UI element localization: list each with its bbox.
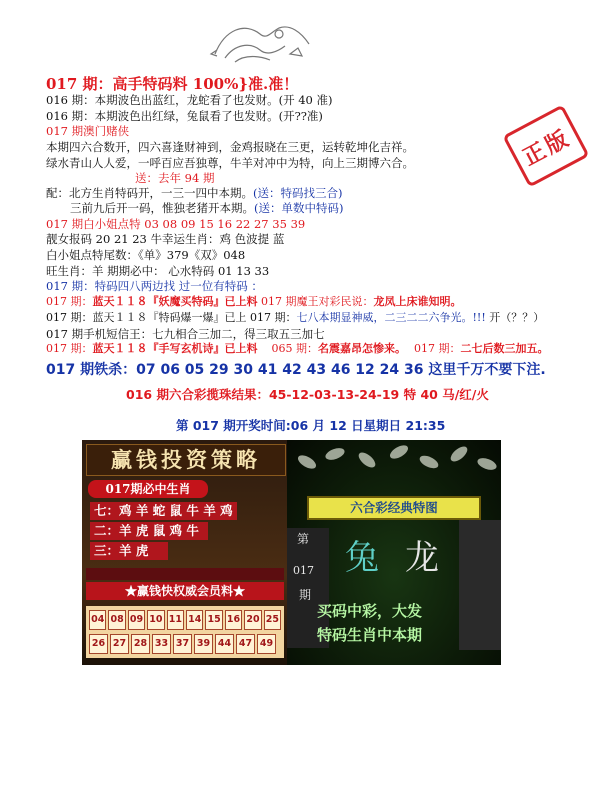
- text-line-17: [46, 342, 549, 356]
- text-line-8a: 三前九后开一码，惟独老猪开本期。: [70, 201, 254, 215]
- left-subheader: 017期必中生肖: [88, 480, 208, 498]
- right-tagline-1: 买码中彩，大发: [317, 602, 423, 620]
- text-line-14c: 017 期魔王对彩民说：: [257, 295, 374, 308]
- portrait-right: [459, 520, 501, 650]
- text-line-14d: 龙凤上床谁知明。: [373, 295, 462, 308]
- text-line-8b: (送：单数中特码): [254, 201, 344, 215]
- text-line-3: 017 期澳门赌侠: [46, 124, 130, 138]
- number-cell: 09: [128, 610, 145, 630]
- number-cell: 33: [152, 634, 171, 654]
- text-line-11: 白小姐点特尾数：《单》379《双》048: [46, 248, 246, 262]
- text-line-15: [46, 311, 544, 325]
- number-cell: 26: [89, 634, 108, 654]
- left-row-2: 二：羊 虎 鼠 鸡 牛: [90, 522, 208, 540]
- text-line-2: 016 期：本期波色出红绿，兔鼠看了也发财。(开??准): [46, 109, 323, 123]
- left-note: ★赢钱快权威会员料★: [86, 582, 284, 600]
- number-cell: 20: [244, 610, 261, 630]
- right-promo-image: [287, 440, 501, 665]
- left-promo-image: [82, 440, 288, 665]
- zodiac-dragon: 龙: [405, 538, 439, 578]
- left-number-row-1: [86, 606, 284, 632]
- number-cell: 04: [89, 610, 106, 630]
- text-line-6: 送：去年 94 期: [135, 171, 215, 185]
- number-cell: 39: [194, 634, 213, 654]
- text-line-15e: 开（？？）: [489, 311, 545, 324]
- left-rows: [90, 502, 237, 560]
- text-line-17f: 二七后数三加五。: [460, 342, 549, 355]
- left-row-3: 三：羊 虎: [90, 542, 168, 560]
- text-line-1: 016 期：本期波色出蓝红，龙蛇看了也发财。(开 40 准): [46, 93, 333, 107]
- issue-number: 017: [293, 564, 314, 577]
- text-line-7: [46, 186, 342, 200]
- number-cell: 47: [236, 634, 255, 654]
- text-line-17c: 065 期：: [271, 342, 318, 355]
- number-cell: 37: [173, 634, 192, 654]
- text-line-19: 016 期六合彩揽珠结果：45-12-03-13-24-19 特 40 马/红/火: [126, 387, 489, 402]
- number-cell: 27: [110, 634, 129, 654]
- text-line-5: 绿水青山人人爱，一呼百应吾独尊，牛羊对冲中为特，向上三期博六合。: [46, 156, 414, 170]
- draw-time: 第 017 期开奖时间:06 月 12 日星期日 21:35: [176, 418, 446, 433]
- text-line-14a: 017 期：: [46, 295, 93, 308]
- text-line-17d: 名震嘉昂怎惨来。: [318, 342, 406, 355]
- text-line-15d: 七八本期显神威，二三二二六争光。!!!: [296, 311, 490, 324]
- text-line-12: 旺生肖：羊 期期必中： 心水特码 01 13 33: [46, 264, 270, 278]
- number-cell: 08: [108, 610, 125, 630]
- text-line-8: [70, 201, 343, 215]
- text-line-10: 靓女报码 20 21 23 牛幸运生肖：鸡 色波提 蓝: [46, 232, 285, 246]
- number-cell: 44: [215, 634, 234, 654]
- number-cell: 16: [225, 610, 242, 630]
- issue-period: 期: [299, 588, 312, 602]
- text-line-14: [46, 295, 462, 309]
- text-line-16: 017 期手机短信王：七九相合三加二，得三取五三加七: [46, 327, 325, 341]
- left-number-grid: [86, 606, 284, 658]
- text-line-4: 本期四六合数开，四六喜逢财神到，金鸡报晓在三更，运转乾坤化吉祥。: [46, 140, 414, 154]
- text-line-7a: 配：北方生肖特码开，一三一四中本期。: [46, 186, 253, 200]
- text-line-17a: 017 期：: [46, 342, 93, 355]
- right-tagline-2: 特码生肖中本期: [317, 626, 423, 644]
- number-cell: 11: [167, 610, 184, 630]
- zodiac-rabbit: 兔: [345, 538, 379, 578]
- text-line-15a: 017 期：: [46, 311, 93, 324]
- left-number-row-2: [86, 632, 284, 656]
- text-line-7b: (送：特码找三合): [253, 186, 343, 200]
- text-line-15b: 蓝天１１８『特码爆一爆』已上: [92, 311, 247, 324]
- text-line-17e: 017 期：: [414, 342, 461, 355]
- right-banner: 六合彩经典特图: [307, 496, 481, 520]
- text-line-13: 017 期：特码四八两边找 过一位有特码 ：: [46, 279, 263, 293]
- number-cell: 15: [205, 610, 222, 630]
- left-header-box: [86, 444, 286, 476]
- number-cell: 14: [186, 610, 203, 630]
- authentic-stamp: 正版: [502, 104, 589, 187]
- site-logo: [205, 14, 325, 74]
- left-divider: [86, 568, 284, 580]
- number-cell: 49: [257, 634, 276, 654]
- issue-label: 第: [297, 532, 310, 546]
- page-title: 017 期：高手特码料 100%}准.准！: [46, 75, 299, 93]
- left-row-1: 七：鸡 羊 蛇 鼠 牛 羊 鸡: [90, 502, 237, 520]
- text-line-14b: 蓝天１１８『妖魔买特码』已上料: [92, 295, 258, 308]
- number-cell: 25: [264, 610, 281, 630]
- left-header: 赢钱投资策略: [111, 447, 261, 472]
- issue-vertical: [297, 532, 309, 547]
- text-line-15c: 017 期：: [246, 311, 297, 324]
- text-line-9: 017 期白小姐点特 03 08 09 15 16 22 27 35 39: [46, 217, 306, 231]
- number-cell: 28: [131, 634, 150, 654]
- text-line-18: 017 期铁杀：07 06 05 29 30 41 42 43 46 12 24 36 这里千万不要下注.: [46, 362, 546, 378]
- number-cell: 10: [147, 610, 164, 630]
- text-line-17b: 蓝天１１８『手写玄机诗』已上料: [92, 342, 258, 355]
